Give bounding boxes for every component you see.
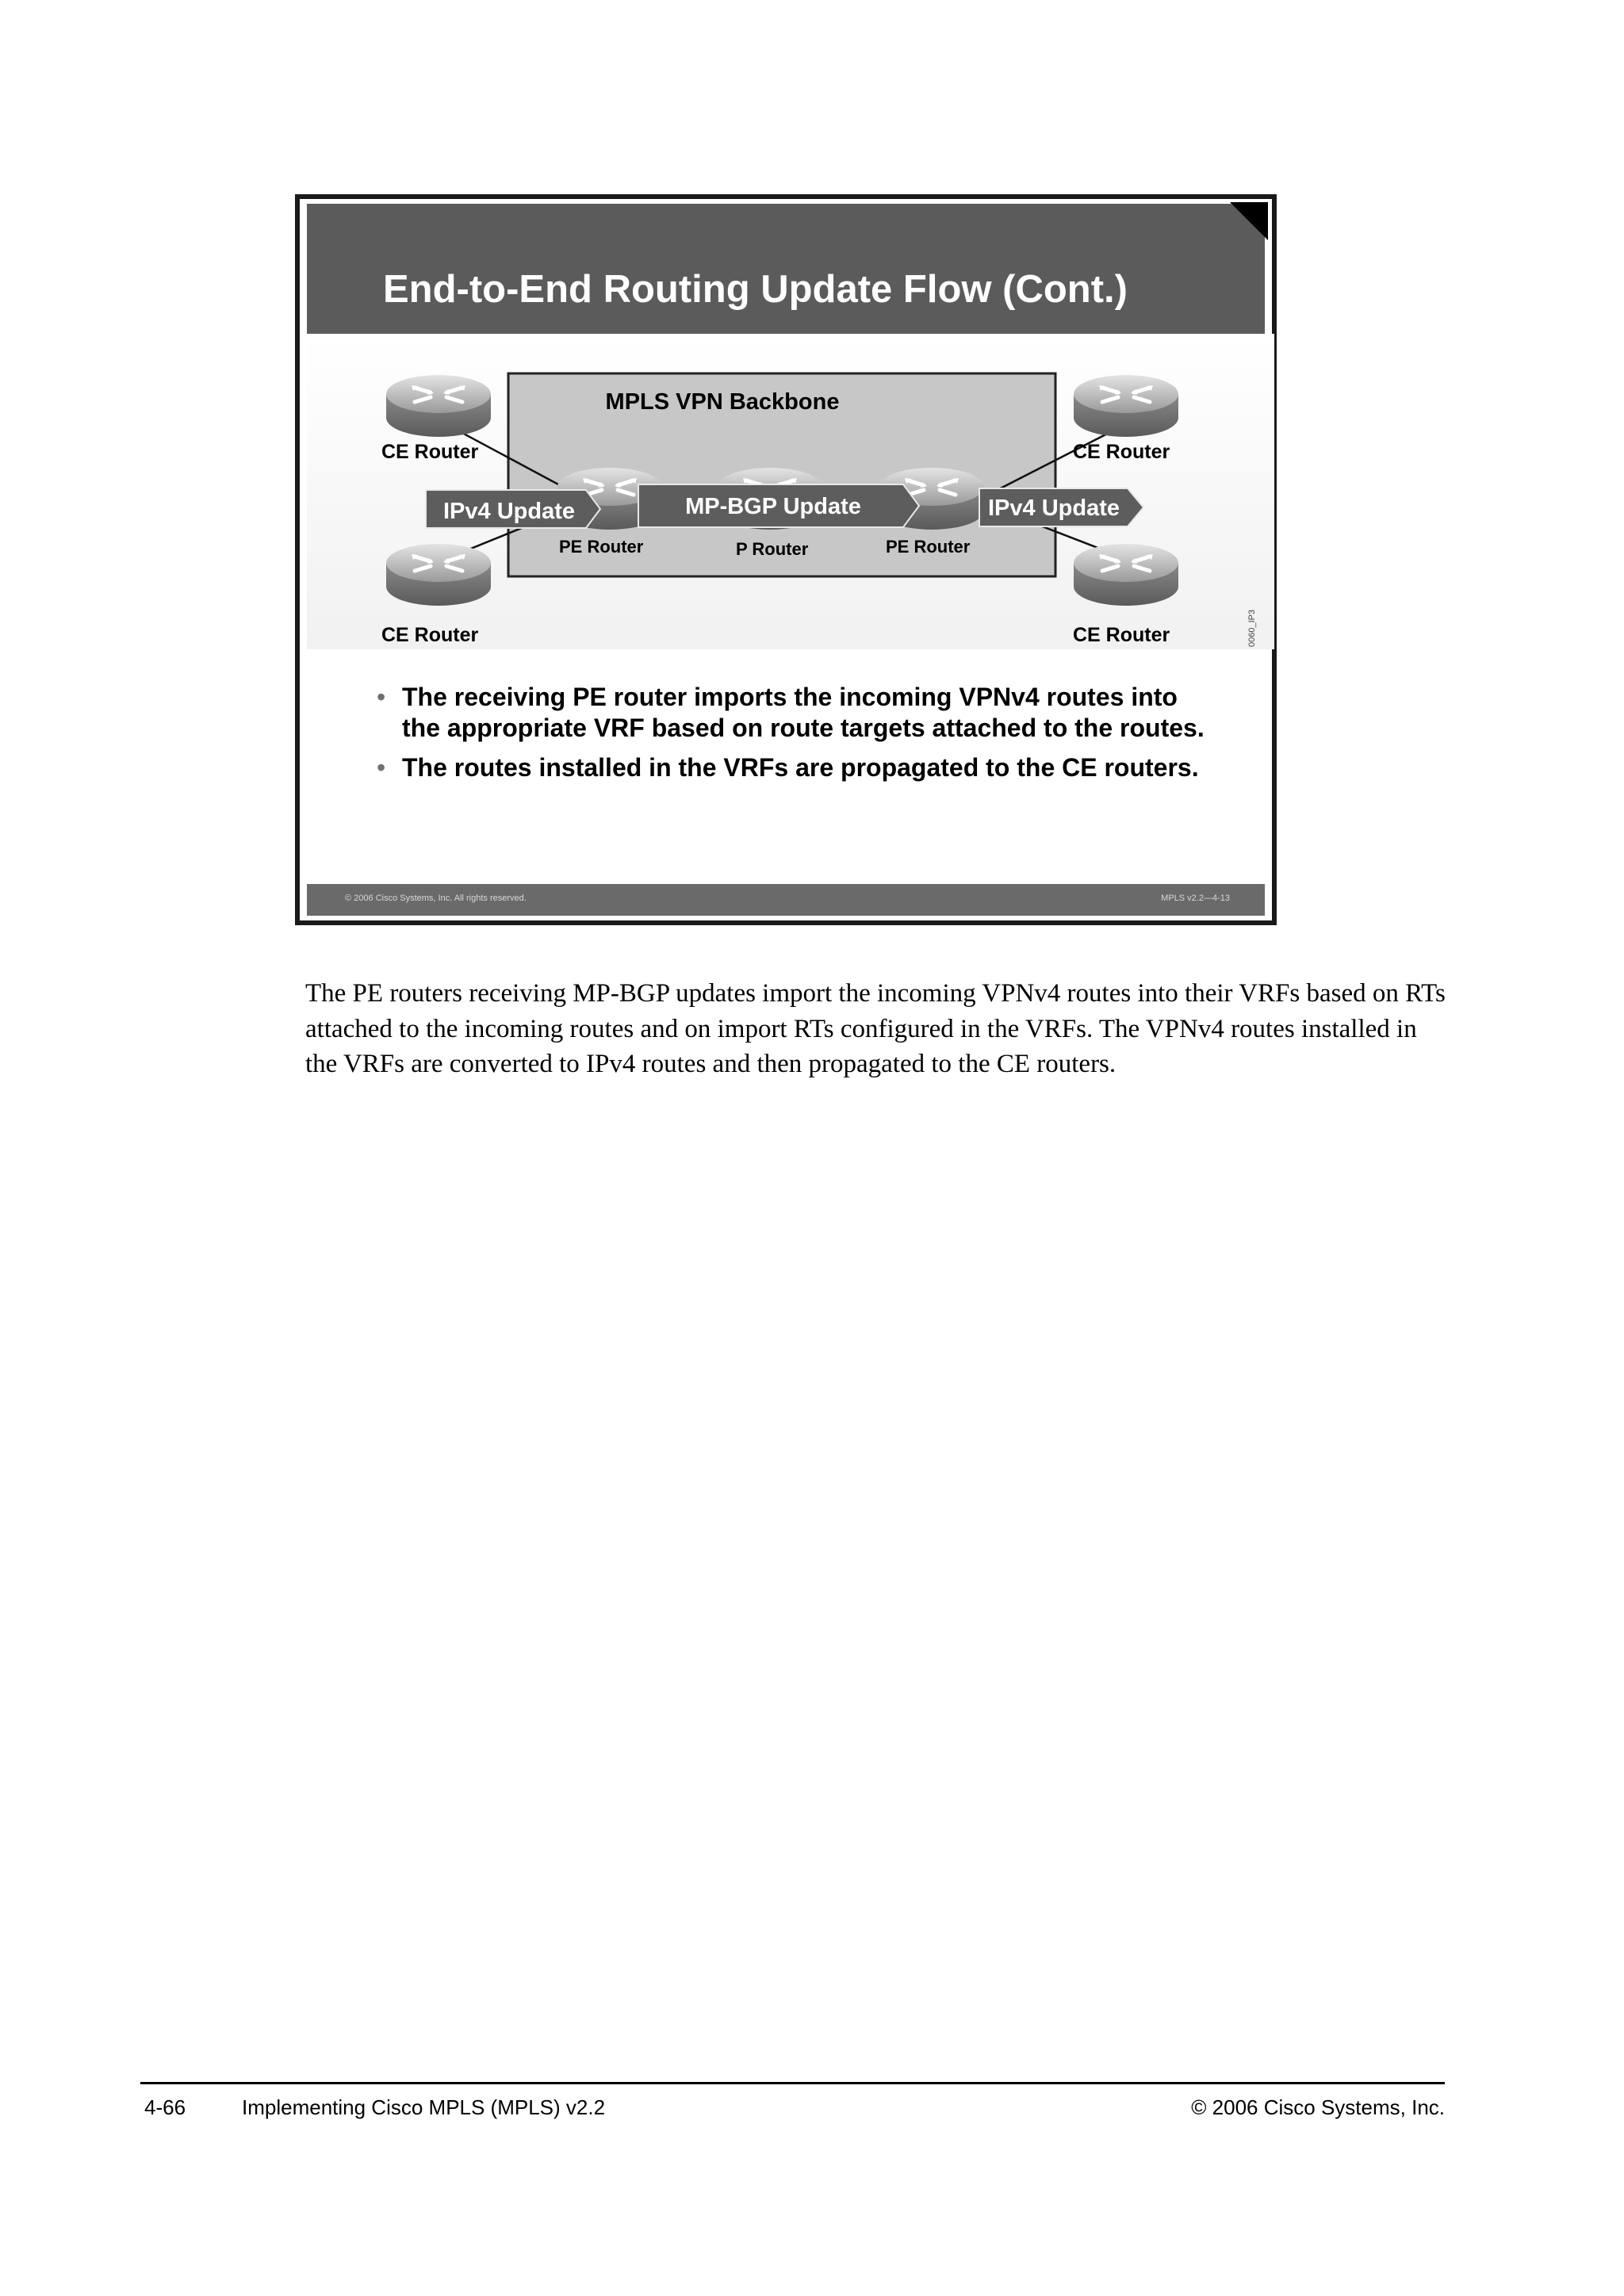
slide: [295, 194, 1277, 925]
bullet-marker: •: [377, 683, 386, 711]
ce-router-bottom-right-icon: [1074, 544, 1178, 606]
slide-copyright: © 2006 Cisco Systems, Inc. All rights reserved.: [345, 894, 527, 903]
arrow-mp-bgp-update-label: MP-BGP Update: [685, 494, 861, 519]
slide-title-bar: [307, 204, 1265, 334]
ce-router-top-left-icon: [386, 375, 491, 437]
ce-router-top-left-label: CE Router: [381, 441, 479, 463]
bullet-marker: •: [377, 753, 386, 782]
footer-rule: [140, 2082, 1445, 2084]
slide-title: End-to-End Routing Update Flow (Cont.): [383, 268, 1128, 311]
ce-router-bottom-right-label: CE Router: [1073, 624, 1170, 646]
bullet-item: • The routes installed in the VRFs are propagated to the CE routers.: [377, 753, 1199, 782]
book-title: Implementing Cisco MPLS (MPLS) v2.2: [242, 2095, 606, 2119]
bullet-item: • The receiving PE router imports the incoming VPNv4 routes into the appropriate VRF based on route targets attached to the routes.: [377, 683, 1205, 742]
ce-router-top-right-label: CE Router: [1073, 441, 1170, 463]
page-copyright: © 2006 Cisco Systems, Inc.: [1191, 2095, 1445, 2119]
ce-router-bottom-left-label: CE Router: [381, 624, 479, 646]
slide-footer-bar: [307, 884, 1265, 916]
page-number: 4-66: [144, 2095, 186, 2119]
body-paragraph: The PE routers receiving MP-BGP updates import the incoming VPNv4 routes into their VRFs based on RTs attached to the incoming routes and on import RTs configured in the VRFs. The VPNv4 routes installed in the VRFs are converted to IPv4 routes and then propagated to the CE routers.: [305, 979, 1446, 1078]
p-router-label: P Router: [736, 539, 809, 559]
arrow-ipv4-update-left-label: IPv4 Update: [443, 499, 575, 524]
figure-id: 0060_IP3: [1247, 609, 1257, 647]
slide-bullet-list: [377, 682, 1217, 792]
corner-fold-decoration: [1230, 202, 1268, 240]
page-footer: [140, 2095, 1445, 2127]
ce-router-top-right-icon: [1074, 375, 1178, 437]
ce-router-bottom-left-icon: [386, 544, 491, 606]
network-diagram: [307, 334, 1274, 649]
pe-router-right-label: PE Router: [886, 537, 971, 557]
backbone-label: MPLS VPN Backbone: [605, 389, 840, 415]
slide-number: MPLS v2.2—4-13: [1161, 894, 1230, 903]
arrow-ipv4-update-right-label: IPv4 Update: [988, 496, 1120, 521]
pe-router-left-label: PE Router: [559, 537, 644, 557]
